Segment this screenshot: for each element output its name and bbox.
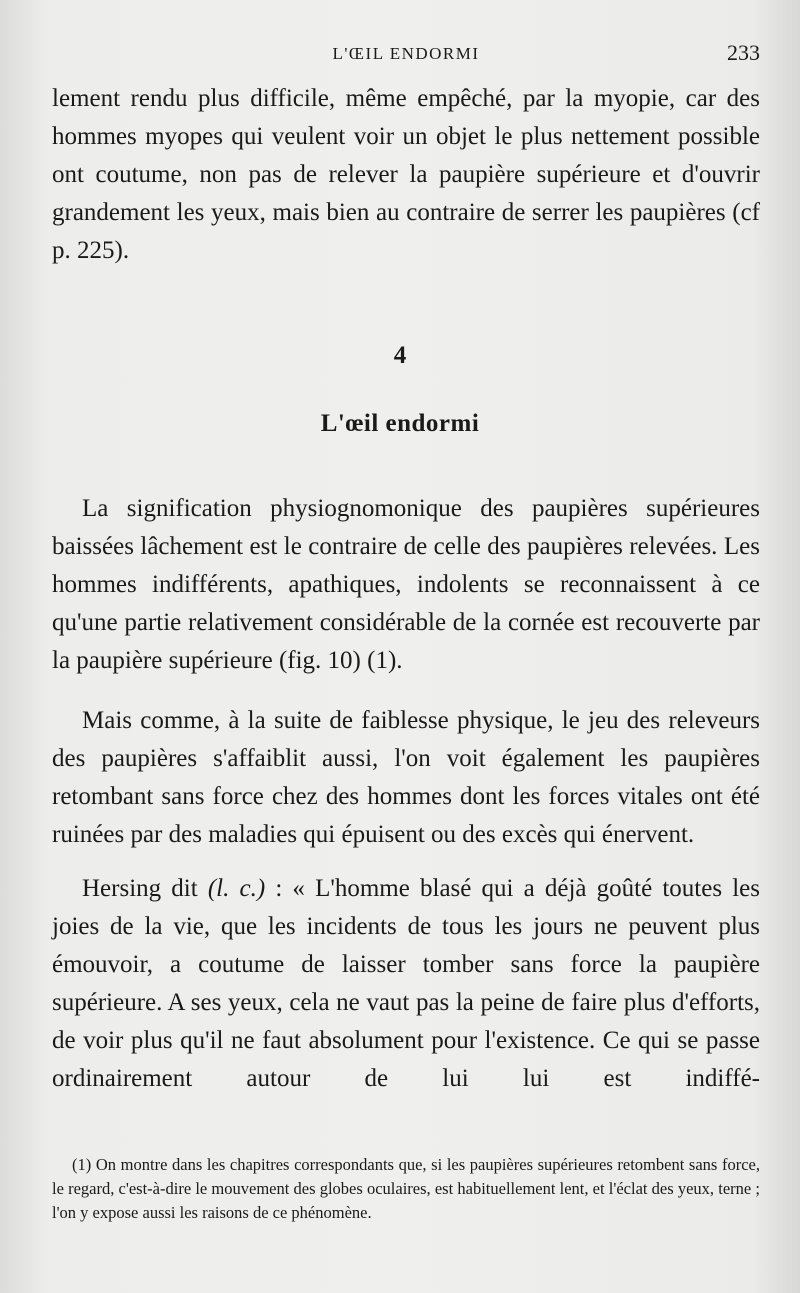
footnote: (1) On montre dans les chapitres correspondants que, si les paupières supérieures retombent sans force, le regard, c'est-à-dire le mouvement des globes oculaires, est habituellement lent, et l'éclat des yeux, terne ; l'on y expose aussi les raisons de ce phénomène.: [52, 1155, 760, 1222]
hersing-intro: Hersing dit: [82, 875, 208, 902]
paragraph-faiblesse: Mais comme, à la suite de faiblesse physique, le jeu des releveurs des paupières s'affaiblit aussi, l'on voit également les paupières retombant sans force chez des hommes dont les forces vitales ont été ruinées par des maladies qui épuisent ou des excès qui énervent.: [52, 707, 760, 848]
paragraph-hersing: [52, 870, 760, 1098]
citation-lc: (l. c.): [207, 875, 266, 902]
page-number: 233: [727, 40, 760, 65]
paragraph-continued: lement rendu plus difficile, même empêché, par la myopie, car des hommes myopes qui veulent voir un objet le plus nettement possible ont coutume, non pas de relever la paupière supérieure et d'ouvrir grandement les yeux, mais bien au contraire de serrer les paupières (cf p. 225).: [52, 85, 760, 264]
section-title: L'œil endormi: [320, 410, 480, 437]
hersing-quote: : « L'homme blasé qui a déjà goûté toutes les joies de la vie, que les incidents de tous les jours ne peuvent plus émouvoir, a coutume de laisser tomber sans force la paupière supérieure. A ses yeux, cela ne vaut pas la peine de faire plus d'efforts, de voir plus qu'il ne faut absolument pour l'existence. Ce qui se passe ordinairement autour de lui lui est indiffé-: [52, 875, 760, 1092]
running-title: L'ŒIL ENDORMI: [332, 44, 480, 63]
page-header: [52, 40, 760, 74]
section-number: 4: [393, 342, 407, 369]
paragraph-signification: La signification physiognomonique des paupières supérieures baissées lâchement est le contraire de celle des paupières relevées. Les hommes indifférents, apathiques, indolents se reconnaissent à ce qu'une partie relativement considérable de la cornée est recouverte par la paupière supérieure (fig. 10) (1).: [52, 495, 760, 674]
